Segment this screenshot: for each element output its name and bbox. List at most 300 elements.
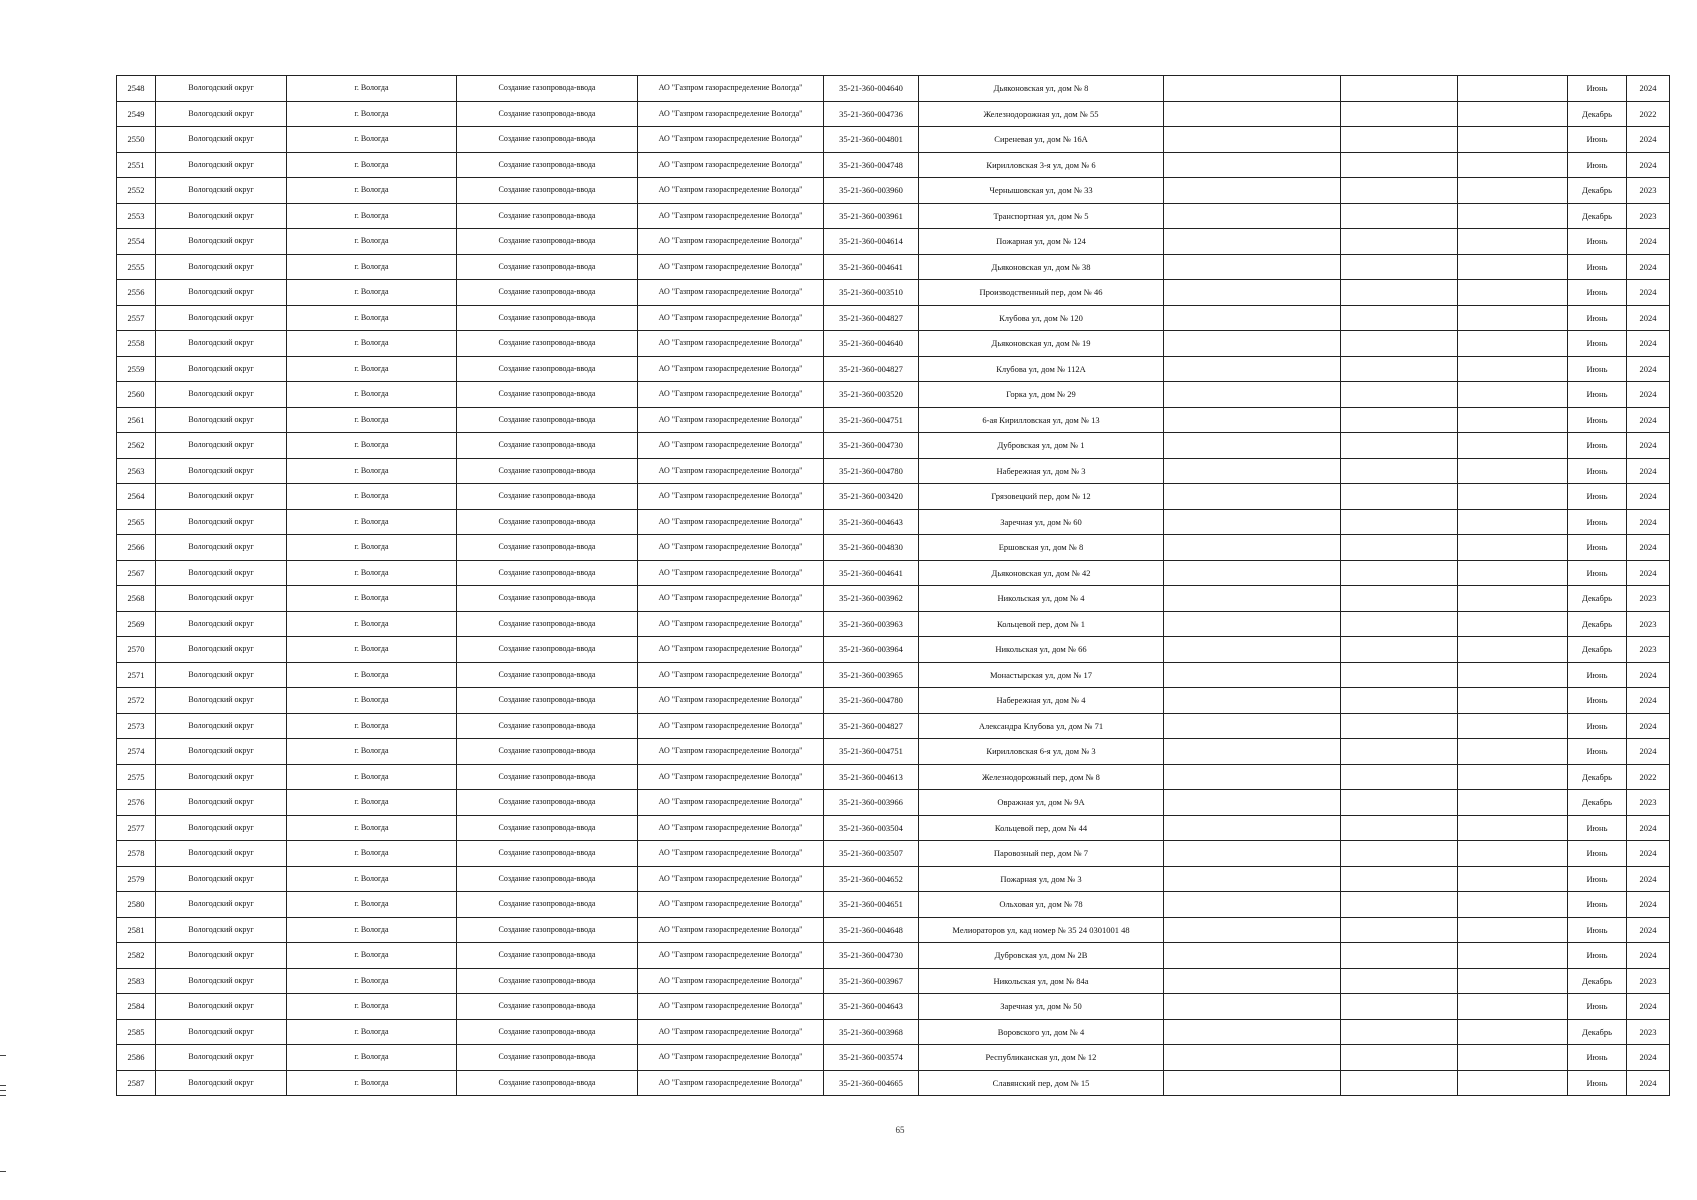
cell-object-code: 35-21-360-004780 — [824, 458, 919, 484]
cell-month: Июнь — [1568, 407, 1627, 433]
cell-city: г. Вологда — [287, 943, 457, 969]
cell-month: Июнь — [1568, 994, 1627, 1020]
cell-work-type: Создание газопровода-ввода — [457, 892, 638, 918]
cell-work-type: Создание газопровода-ввода — [457, 688, 638, 714]
cell-year: 2023 — [1627, 1019, 1670, 1045]
cell-number: 2563 — [117, 458, 156, 484]
cell-year: 2024 — [1627, 662, 1670, 688]
table-row — [117, 968, 1670, 994]
cell-year: 2024 — [1627, 433, 1670, 459]
edge-mark-left — [0, 1095, 6, 1096]
cell-organization: АО "Газпром газораспределение Вологда" — [638, 790, 824, 816]
cell-empty — [1164, 382, 1341, 408]
cell-organization: АО "Газпром газораспределение Вологда" — [638, 305, 824, 331]
cell-empty — [1164, 764, 1341, 790]
cell-year: 2024 — [1627, 484, 1670, 510]
cell-organization: АО "Газпром газораспределение Вологда" — [638, 662, 824, 688]
cell-month: Декабрь — [1568, 790, 1627, 816]
cell-organization: АО "Газпром газораспределение Вологда" — [638, 1070, 824, 1096]
cell-address: Мелиораторов ул, кад номер № 35 24 0301001 48 — [919, 917, 1164, 943]
cell-empty — [1458, 892, 1568, 918]
cell-empty — [1164, 637, 1341, 663]
cell-district: Вологодский округ — [156, 203, 287, 229]
cell-empty — [1164, 560, 1341, 586]
cell-address: Горка ул, дом № 29 — [919, 382, 1164, 408]
cell-number: 2582 — [117, 943, 156, 969]
cell-city: г. Вологда — [287, 917, 457, 943]
cell-organization: АО "Газпром газораспределение Вологда" — [638, 254, 824, 280]
cell-organization: АО "Газпром газораспределение Вологда" — [638, 994, 824, 1020]
cell-organization: АО "Газпром газораспределение Вологда" — [638, 101, 824, 127]
cell-year: 2024 — [1627, 535, 1670, 561]
cell-address: Ольховая ул, дом № 78 — [919, 892, 1164, 918]
cell-organization: АО "Газпром газораспределение Вологда" — [638, 407, 824, 433]
cell-month: Июнь — [1568, 866, 1627, 892]
cell-city: г. Вологда — [287, 815, 457, 841]
cell-object-code: 35-21-360-004730 — [824, 433, 919, 459]
cell-city: г. Вологда — [287, 688, 457, 714]
cell-work-type: Создание газопровода-ввода — [457, 509, 638, 535]
cell-object-code: 35-21-360-004748 — [824, 152, 919, 178]
data-table — [116, 75, 1670, 1096]
cell-empty — [1164, 917, 1341, 943]
cell-number: 2583 — [117, 968, 156, 994]
cell-city: г. Вологда — [287, 203, 457, 229]
cell-address: Никольская ул, дом № 84а — [919, 968, 1164, 994]
cell-address: Дубровская ул, дом № 2В — [919, 943, 1164, 969]
cell-district: Вологодский округ — [156, 484, 287, 510]
cell-month: Декабрь — [1568, 203, 1627, 229]
cell-object-code: 35-21-360-004801 — [824, 127, 919, 153]
cell-object-code: 35-21-360-003965 — [824, 662, 919, 688]
cell-empty — [1164, 152, 1341, 178]
cell-work-type: Создание газопровода-ввода — [457, 917, 638, 943]
cell-empty — [1341, 586, 1458, 612]
cell-organization: АО "Газпром газораспределение Вологда" — [638, 178, 824, 204]
cell-empty — [1458, 586, 1568, 612]
cell-object-code: 35-21-360-004736 — [824, 101, 919, 127]
cell-city: г. Вологда — [287, 407, 457, 433]
cell-district: Вологодский округ — [156, 764, 287, 790]
cell-empty — [1341, 841, 1458, 867]
cell-address: Монастырская ул, дом № 17 — [919, 662, 1164, 688]
cell-empty — [1458, 1045, 1568, 1071]
cell-city: г. Вологда — [287, 764, 457, 790]
cell-year: 2023 — [1627, 790, 1670, 816]
cell-district: Вологодский округ — [156, 688, 287, 714]
cell-address: Дьяконовская ул, дом № 8 — [919, 76, 1164, 102]
cell-city: г. Вологда — [287, 739, 457, 765]
cell-number: 2569 — [117, 611, 156, 637]
cell-empty — [1458, 917, 1568, 943]
cell-empty — [1341, 407, 1458, 433]
cell-month: Июнь — [1568, 815, 1627, 841]
cell-number: 2555 — [117, 254, 156, 280]
cell-organization: АО "Газпром газораспределение Вологда" — [638, 280, 824, 306]
cell-empty — [1458, 1070, 1568, 1096]
cell-empty — [1164, 586, 1341, 612]
cell-empty — [1341, 229, 1458, 255]
cell-organization: АО "Газпром газораспределение Вологда" — [638, 943, 824, 969]
table-row — [117, 713, 1670, 739]
cell-address: Набережная ул, дом № 4 — [919, 688, 1164, 714]
cell-object-code: 35-21-360-004648 — [824, 917, 919, 943]
cell-empty — [1341, 892, 1458, 918]
cell-city: г. Вологда — [287, 1045, 457, 1071]
cell-organization: АО "Газпром газораспределение Вологда" — [638, 866, 824, 892]
cell-year: 2024 — [1627, 841, 1670, 867]
cell-empty — [1341, 1070, 1458, 1096]
cell-empty — [1458, 76, 1568, 102]
cell-empty — [1341, 458, 1458, 484]
cell-empty — [1458, 560, 1568, 586]
cell-address: Пожарная ул, дом № 124 — [919, 229, 1164, 255]
cell-work-type: Создание газопровода-ввода — [457, 662, 638, 688]
cell-address: Грязовецкий пер, дом № 12 — [919, 484, 1164, 510]
cell-address: Дьяконовская ул, дом № 19 — [919, 331, 1164, 357]
cell-year: 2024 — [1627, 356, 1670, 382]
cell-organization: АО "Газпром газораспределение Вологда" — [638, 1045, 824, 1071]
cell-address: Дьяконовская ул, дом № 38 — [919, 254, 1164, 280]
cell-empty — [1458, 968, 1568, 994]
cell-empty — [1458, 178, 1568, 204]
cell-address: Ершовская ул, дом № 8 — [919, 535, 1164, 561]
cell-number: 2574 — [117, 739, 156, 765]
cell-object-code: 35-21-360-004643 — [824, 509, 919, 535]
cell-work-type: Создание газопровода-ввода — [457, 76, 638, 102]
cell-object-code: 35-21-360-004827 — [824, 356, 919, 382]
cell-empty — [1341, 866, 1458, 892]
cell-month: Июнь — [1568, 917, 1627, 943]
cell-empty — [1164, 892, 1341, 918]
cell-empty — [1458, 280, 1568, 306]
cell-district: Вологодский округ — [156, 356, 287, 382]
cell-work-type: Создание газопровода-ввода — [457, 739, 638, 765]
cell-empty — [1458, 994, 1568, 1020]
cell-organization: АО "Газпром газораспределение Вологда" — [638, 892, 824, 918]
cell-organization: АО "Газпром газораспределение Вологда" — [638, 127, 824, 153]
cell-object-code: 35-21-360-003960 — [824, 178, 919, 204]
cell-object-code: 35-21-360-004641 — [824, 560, 919, 586]
cell-work-type: Создание газопровода-ввода — [457, 968, 638, 994]
cell-empty — [1458, 815, 1568, 841]
cell-number: 2551 — [117, 152, 156, 178]
cell-object-code: 35-21-360-003504 — [824, 815, 919, 841]
cell-work-type: Создание газопровода-ввода — [457, 203, 638, 229]
cell-district: Вологодский округ — [156, 943, 287, 969]
cell-year: 2023 — [1627, 586, 1670, 612]
cell-year: 2024 — [1627, 560, 1670, 586]
cell-empty — [1164, 178, 1341, 204]
cell-address: Дьяконовская ул, дом № 42 — [919, 560, 1164, 586]
cell-empty — [1341, 994, 1458, 1020]
cell-year: 2024 — [1627, 815, 1670, 841]
cell-year: 2024 — [1627, 688, 1670, 714]
cell-empty — [1164, 968, 1341, 994]
cell-city: г. Вологда — [287, 994, 457, 1020]
cell-district: Вологодский округ — [156, 994, 287, 1020]
cell-empty — [1458, 254, 1568, 280]
cell-object-code: 35-21-360-003510 — [824, 280, 919, 306]
cell-empty — [1164, 203, 1341, 229]
cell-empty — [1164, 331, 1341, 357]
cell-number: 2559 — [117, 356, 156, 382]
cell-organization: АО "Газпром газораспределение Вологда" — [638, 382, 824, 408]
cell-work-type: Создание газопровода-ввода — [457, 382, 638, 408]
cell-empty — [1164, 484, 1341, 510]
cell-work-type: Создание газопровода-ввода — [457, 866, 638, 892]
cell-city: г. Вологда — [287, 458, 457, 484]
cell-year: 2023 — [1627, 178, 1670, 204]
cell-month: Июнь — [1568, 739, 1627, 765]
cell-work-type: Создание газопровода-ввода — [457, 535, 638, 561]
cell-empty — [1341, 968, 1458, 994]
cell-organization: АО "Газпром газораспределение Вологда" — [638, 586, 824, 612]
cell-number: 2568 — [117, 586, 156, 612]
cell-empty — [1458, 611, 1568, 637]
cell-empty — [1164, 1045, 1341, 1071]
cell-empty — [1164, 280, 1341, 306]
cell-district: Вологодский округ — [156, 968, 287, 994]
cell-empty — [1341, 560, 1458, 586]
cell-address: Клубова ул, дом № 120 — [919, 305, 1164, 331]
cell-work-type: Создание газопровода-ввода — [457, 611, 638, 637]
cell-month: Декабрь — [1568, 101, 1627, 127]
cell-object-code: 35-21-360-004614 — [824, 229, 919, 255]
cell-city: г. Вологда — [287, 560, 457, 586]
cell-address: Клубова ул, дом № 112А — [919, 356, 1164, 382]
table-row — [117, 815, 1670, 841]
cell-empty — [1458, 637, 1568, 663]
table-row — [117, 688, 1670, 714]
cell-number: 2562 — [117, 433, 156, 459]
cell-object-code: 35-21-360-003966 — [824, 790, 919, 816]
cell-organization: АО "Газпром газораспределение Вологда" — [638, 152, 824, 178]
cell-year: 2024 — [1627, 713, 1670, 739]
cell-month: Декабрь — [1568, 611, 1627, 637]
cell-empty — [1164, 1019, 1341, 1045]
cell-organization: АО "Газпром газораспределение Вологда" — [638, 815, 824, 841]
cell-object-code: 35-21-360-004780 — [824, 688, 919, 714]
table-row — [117, 433, 1670, 459]
cell-work-type: Создание газопровода-ввода — [457, 280, 638, 306]
cell-empty — [1458, 535, 1568, 561]
cell-object-code: 35-21-360-004751 — [824, 407, 919, 433]
cell-year: 2024 — [1627, 305, 1670, 331]
cell-month: Июнь — [1568, 331, 1627, 357]
cell-empty — [1458, 1019, 1568, 1045]
cell-district: Вологодский округ — [156, 815, 287, 841]
cell-empty — [1341, 76, 1458, 102]
cell-object-code: 35-21-360-003962 — [824, 586, 919, 612]
cell-year: 2024 — [1627, 1070, 1670, 1096]
cell-address: Воровского ул, дом № 4 — [919, 1019, 1164, 1045]
cell-number: 2548 — [117, 76, 156, 102]
cell-empty — [1341, 739, 1458, 765]
cell-city: г. Вологда — [287, 76, 457, 102]
cell-number: 2564 — [117, 484, 156, 510]
cell-organization: АО "Газпром газораспределение Вологда" — [638, 611, 824, 637]
cell-city: г. Вологда — [287, 433, 457, 459]
cell-object-code: 35-21-360-004640 — [824, 76, 919, 102]
cell-city: г. Вологда — [287, 127, 457, 153]
cell-year: 2024 — [1627, 382, 1670, 408]
cell-work-type: Создание газопровода-ввода — [457, 560, 638, 586]
table-row — [117, 841, 1670, 867]
cell-empty — [1164, 535, 1341, 561]
cell-number: 2576 — [117, 790, 156, 816]
table-row — [117, 637, 1670, 663]
cell-city: г. Вологда — [287, 637, 457, 663]
cell-number: 2565 — [117, 509, 156, 535]
table-row — [117, 254, 1670, 280]
cell-empty — [1164, 662, 1341, 688]
cell-number: 2557 — [117, 305, 156, 331]
cell-work-type: Создание газопровода-ввода — [457, 815, 638, 841]
cell-empty — [1341, 101, 1458, 127]
cell-month: Июнь — [1568, 1045, 1627, 1071]
table-row — [117, 611, 1670, 637]
cell-city: г. Вологда — [287, 662, 457, 688]
cell-empty — [1458, 382, 1568, 408]
table-row — [117, 203, 1670, 229]
cell-city: г. Вологда — [287, 178, 457, 204]
cell-district: Вологодский округ — [156, 1045, 287, 1071]
cell-empty — [1164, 254, 1341, 280]
cell-year: 2024 — [1627, 127, 1670, 153]
cell-district: Вологодский округ — [156, 586, 287, 612]
cell-city: г. Вологда — [287, 790, 457, 816]
cell-organization: АО "Газпром газораспределение Вологда" — [638, 356, 824, 382]
cell-number: 2585 — [117, 1019, 156, 1045]
cell-city: г. Вологда — [287, 229, 457, 255]
cell-empty — [1341, 943, 1458, 969]
cell-city: г. Вологда — [287, 152, 457, 178]
cell-month: Июнь — [1568, 458, 1627, 484]
cell-district: Вологодский округ — [156, 739, 287, 765]
cell-organization: АО "Газпром газораспределение Вологда" — [638, 917, 824, 943]
cell-address: Республиканская ул, дом № 12 — [919, 1045, 1164, 1071]
cell-month: Июнь — [1568, 560, 1627, 586]
cell-number: 2580 — [117, 892, 156, 918]
cell-district: Вологодский округ — [156, 152, 287, 178]
cell-year: 2022 — [1627, 764, 1670, 790]
cell-empty — [1458, 127, 1568, 153]
table-row — [117, 994, 1670, 1020]
cell-year: 2024 — [1627, 509, 1670, 535]
cell-object-code: 35-21-360-004751 — [824, 739, 919, 765]
cell-city: г. Вологда — [287, 356, 457, 382]
cell-year: 2024 — [1627, 331, 1670, 357]
cell-work-type: Создание газопровода-ввода — [457, 713, 638, 739]
cell-work-type: Создание газопровода-ввода — [457, 790, 638, 816]
cell-organization: АО "Газпром газораспределение Вологда" — [638, 331, 824, 357]
cell-district: Вологодский округ — [156, 560, 287, 586]
cell-work-type: Создание газопровода-ввода — [457, 178, 638, 204]
cell-organization: АО "Газпром газораспределение Вологда" — [638, 841, 824, 867]
cell-city: г. Вологда — [287, 382, 457, 408]
cell-empty — [1164, 509, 1341, 535]
cell-city: г. Вологда — [287, 254, 457, 280]
cell-district: Вологодский округ — [156, 713, 287, 739]
cell-object-code: 35-21-360-004827 — [824, 305, 919, 331]
edge-mark-left — [0, 1090, 6, 1091]
cell-empty — [1341, 280, 1458, 306]
cell-empty — [1341, 1045, 1458, 1071]
cell-number: 2567 — [117, 560, 156, 586]
cell-year: 2024 — [1627, 1045, 1670, 1071]
cell-city: г. Вологда — [287, 841, 457, 867]
cell-organization: АО "Газпром газораспределение Вологда" — [638, 203, 824, 229]
cell-object-code: 35-21-360-003968 — [824, 1019, 919, 1045]
cell-empty — [1458, 331, 1568, 357]
table-row — [117, 1070, 1670, 1096]
cell-number: 2560 — [117, 382, 156, 408]
cell-address: Кольцевой пер, дом № 1 — [919, 611, 1164, 637]
cell-year: 2024 — [1627, 892, 1670, 918]
table-row — [117, 739, 1670, 765]
cell-empty — [1164, 458, 1341, 484]
cell-month: Июнь — [1568, 280, 1627, 306]
cell-empty — [1164, 866, 1341, 892]
cell-city: г. Вологда — [287, 892, 457, 918]
cell-empty — [1341, 484, 1458, 510]
cell-work-type: Создание газопровода-ввода — [457, 841, 638, 867]
cell-city: г. Вологда — [287, 101, 457, 127]
cell-year: 2024 — [1627, 76, 1670, 102]
cell-object-code: 35-21-360-004830 — [824, 535, 919, 561]
cell-empty — [1164, 101, 1341, 127]
cell-district: Вологодский округ — [156, 841, 287, 867]
cell-empty — [1341, 127, 1458, 153]
table-row — [117, 305, 1670, 331]
cell-empty — [1341, 254, 1458, 280]
cell-object-code: 35-21-360-003574 — [824, 1045, 919, 1071]
cell-work-type: Создание газопровода-ввода — [457, 764, 638, 790]
table-row — [117, 356, 1670, 382]
cell-address: Дубровская ул, дом № 1 — [919, 433, 1164, 459]
cell-organization: АО "Газпром газораспределение Вологда" — [638, 713, 824, 739]
cell-object-code: 35-21-360-004827 — [824, 713, 919, 739]
cell-district: Вологодский округ — [156, 76, 287, 102]
edge-mark-left — [0, 1055, 6, 1056]
cell-empty — [1341, 688, 1458, 714]
table-row — [117, 331, 1670, 357]
cell-empty — [1164, 943, 1341, 969]
cell-empty — [1164, 611, 1341, 637]
cell-city: г. Вологда — [287, 968, 457, 994]
cell-city: г. Вологда — [287, 331, 457, 357]
cell-object-code: 35-21-360-003520 — [824, 382, 919, 408]
cell-month: Июнь — [1568, 943, 1627, 969]
cell-work-type: Создание газопровода-ввода — [457, 637, 638, 663]
cell-organization: АО "Газпром газораспределение Вологда" — [638, 739, 824, 765]
cell-empty — [1458, 841, 1568, 867]
cell-number: 2554 — [117, 229, 156, 255]
cell-empty — [1458, 203, 1568, 229]
cell-month: Июнь — [1568, 76, 1627, 102]
cell-district: Вологодский округ — [156, 254, 287, 280]
table-row — [117, 535, 1670, 561]
cell-work-type: Создание газопровода-ввода — [457, 943, 638, 969]
cell-address: Паровозный пер, дом № 7 — [919, 841, 1164, 867]
table-row — [117, 509, 1670, 535]
cell-month: Июнь — [1568, 1070, 1627, 1096]
cell-month: Июнь — [1568, 152, 1627, 178]
cell-district: Вологодский округ — [156, 866, 287, 892]
cell-object-code: 35-21-360-004643 — [824, 994, 919, 1020]
cell-city: г. Вологда — [287, 586, 457, 612]
